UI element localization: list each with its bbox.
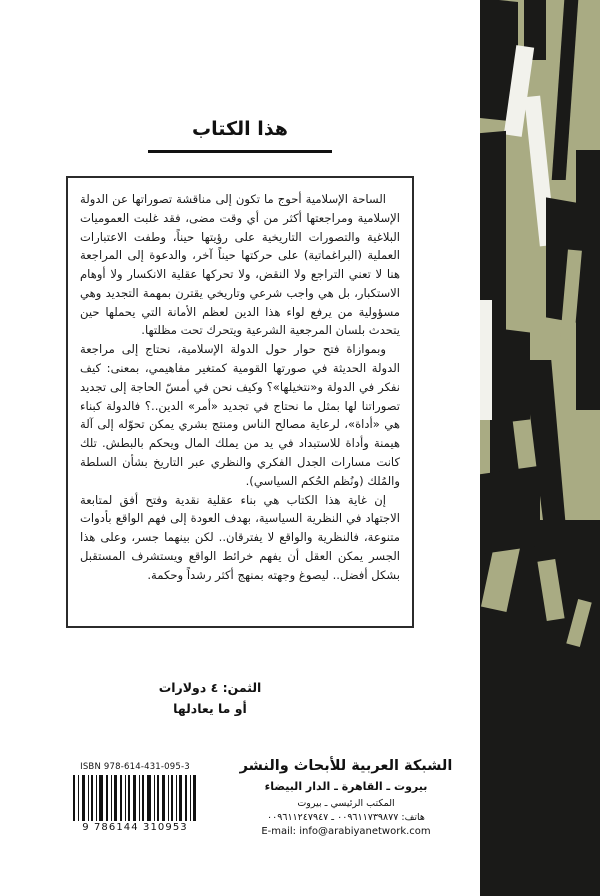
blurb-paragraph: وبموازاة فتح حوار حول الدولة الإسلامية، نحتاج إلى مراجعة الدولة الحديثة في صورتها القومية كمتغير مفاهيمي، بمعنى: كيف نفكر في الدولة و«نتخيلها»؟ وكيف نحن في أمسّ الحاجة إلى تجديد تصوراتنا لها بمثل ما نحتاج في تجديد «أمر» الدين..؟ فالدولة كبناء هي «أداة»، لرعاية مصالح الناس ومنتج بشري يمكن تحوّله إلى آلة هيمنة وأداة للاستبداد في يد من يملك المال ويحكم بالبطش. تلك كانت مسارات الجدل الفكري والنظري عبر التاريخ بشأن السلطة والمُلك (ونُظم الحُكم السياسي). [80,342,400,488]
price-line-equivalent: أو ما يعادلها [173,700,247,716]
blurb-box [66,176,414,628]
barcode-digits: 9 786144 310953 [82,822,188,833]
blurb-paragraph: إن غاية هذا الكتاب هي بناء عقلية نقدية وفتح أفق لمتابعة الاجتهاد في النظرية السياسية، بهدف العودة إلى فهم الواقع بأدوات متنوعة، فالنظرية والواقع لا يفترقان.. لكن بينهما جسر، وعلى هذا الجسر يمكن العقل أن يفهم خرائط الواقع ويستشرف المستقبل بشكل أفضل.. ليصوغ وجهته بمنهج أكثر رشداً وحكمة. [80,492,400,582]
publisher-email[interactable]: E-mail: info@arabiyanetwork.com [261,826,431,838]
price-block [0,678,420,719]
barcode-bars [71,775,199,821]
publisher-office: المكتب الرئيسي ـ بيروت [297,798,395,810]
page-title: هذا الكتاب [192,118,288,140]
price-line-amount: الثمن: ٤ دولارات [158,680,262,695]
barcode-block [70,762,200,833]
decorative-art-band [480,0,600,896]
title-underline-rule [148,150,332,153]
blurb-text [80,190,400,616]
publisher-phone: هاتف: ٠٠٩٦١١٧٣٩٨٧٧ ـ ٠٠٩٦١١٢٤٧٩٤٧ [267,812,425,824]
publisher-name: الشبكة العربية للأبحاث والنشر [239,758,453,774]
isbn-label: ISBN 978-614-431-095-3 [80,762,190,772]
publisher-cities: بيروت ـ القاهرة ـ الدار البيضاء [264,780,428,794]
blurb-paragraph: الساحة الإسلامية أحوج ما تكون إلى مناقشة تصوراتها عن الدولة الإسلامية ومراجعتها أكثر من أي وقت مضى، فقد غلبت العموميات البلاغية والتصورات التاريخية على رؤيتها حيناً، وطفت الاعتبارات العملية (البراغماتية) على حركتها حيناً آخر، والدعوة إلى المراجعة هنا لا تعني التراجع ولا النقض، ولا تحركها عقلية الانكسار ولا أوهام الاستكبار، بل هي واجب شرعي وتاريخي يقترن بمهمة التجديد وهي مسؤولية من يرفع لواء هذا الدين لعظم الأمانة التي يحملها حين يتحدث بلسان المرجعية الشرعية ويتحرك تحت مظلتها. [80,192,400,338]
publisher-block [210,756,482,837]
page-title-wrapper [0,118,480,140]
